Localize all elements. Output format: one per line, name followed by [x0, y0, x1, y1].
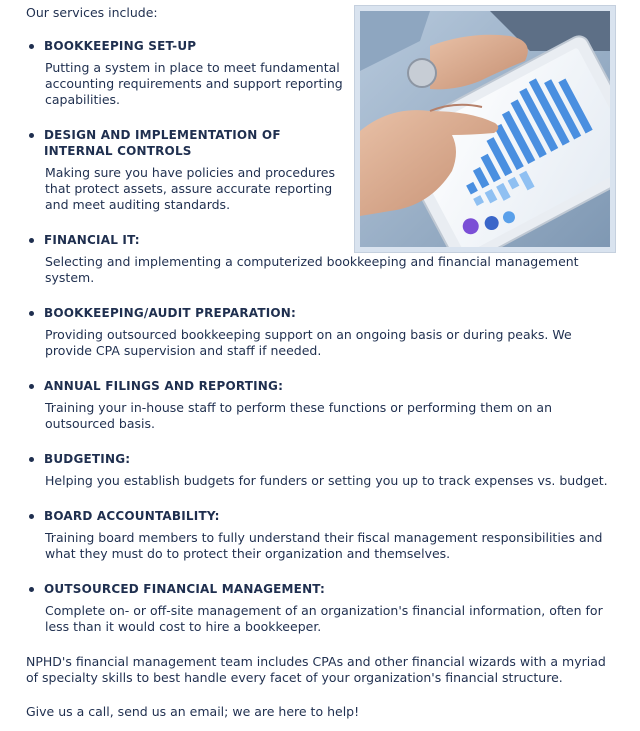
team-paragraph: NPHD's financial management team includes CPAs and other financial wizards with a myriad of specialty skills to best handle every facet of your organization's financial structure.	[26, 654, 606, 685]
bullet-icon	[29, 587, 34, 592]
service-title: ANNUAL FILINGS AND REPORTING:	[26, 378, 616, 394]
service-title: FINANCIAL IT:	[26, 232, 616, 248]
bullet-icon	[29, 44, 34, 49]
service-description: Training board members to fully understand their fiscal management responsibilities and what they must do to protect their organization and themselves.	[45, 530, 603, 561]
service-item	[26, 232, 616, 286]
service-title: DESIGN AND IMPLEMENTATION OF INTERNAL CONTROLS	[26, 127, 352, 159]
service-description: Helping you establish budgets for funders or setting you up to track expenses vs. budget.	[45, 473, 608, 488]
service-item	[26, 127, 352, 213]
service-description: Training your in-house staff to perform these functions or performing them on an outsourced basis.	[45, 400, 553, 431]
bullet-icon	[29, 238, 34, 243]
service-description: Making sure you have policies and procedures that protect assets, assure accurate reporting and meet auditing standards.	[45, 165, 336, 212]
service-title: BOOKKEEPING SET-UP	[26, 38, 352, 54]
service-item	[26, 38, 352, 108]
tablet-chart-illustration	[360, 11, 610, 247]
bullet-icon	[29, 133, 34, 138]
service-item	[26, 378, 616, 432]
service-title: BUDGETING:	[26, 451, 616, 467]
service-description: Putting a system in place to meet fundamental accounting requirements and support reporting capabilities.	[45, 60, 343, 107]
bullet-icon	[29, 384, 34, 389]
bullet-icon	[29, 457, 34, 462]
service-description: Providing outsourced bookkeeping support on an ongoing basis or during peaks. We provide CPA supervision and staff if needed.	[45, 327, 572, 358]
service-description: Complete on- or off-site management of an organization's financial information, often for less than it would cost to hire a bookkeeper.	[45, 603, 603, 634]
tablet-chart-image	[354, 5, 616, 253]
bullet-icon	[29, 514, 34, 519]
intro-text: Our services include:	[26, 5, 158, 20]
service-item	[26, 508, 616, 562]
service-title: BOOKKEEPING/AUDIT PREPARATION:	[26, 305, 616, 321]
closing-text: Give us a call, send us an email; we are here to help!	[26, 704, 360, 719]
service-description: Selecting and implementing a computerized bookkeeping and financial management system.	[45, 254, 579, 285]
service-item	[26, 305, 616, 359]
service-title: OUTSOURCED FINANCIAL MANAGEMENT:	[26, 581, 616, 597]
bullet-icon	[29, 311, 34, 316]
service-title: BOARD ACCOUNTABILITY:	[26, 508, 616, 524]
service-item	[26, 581, 616, 635]
service-item	[26, 451, 616, 489]
